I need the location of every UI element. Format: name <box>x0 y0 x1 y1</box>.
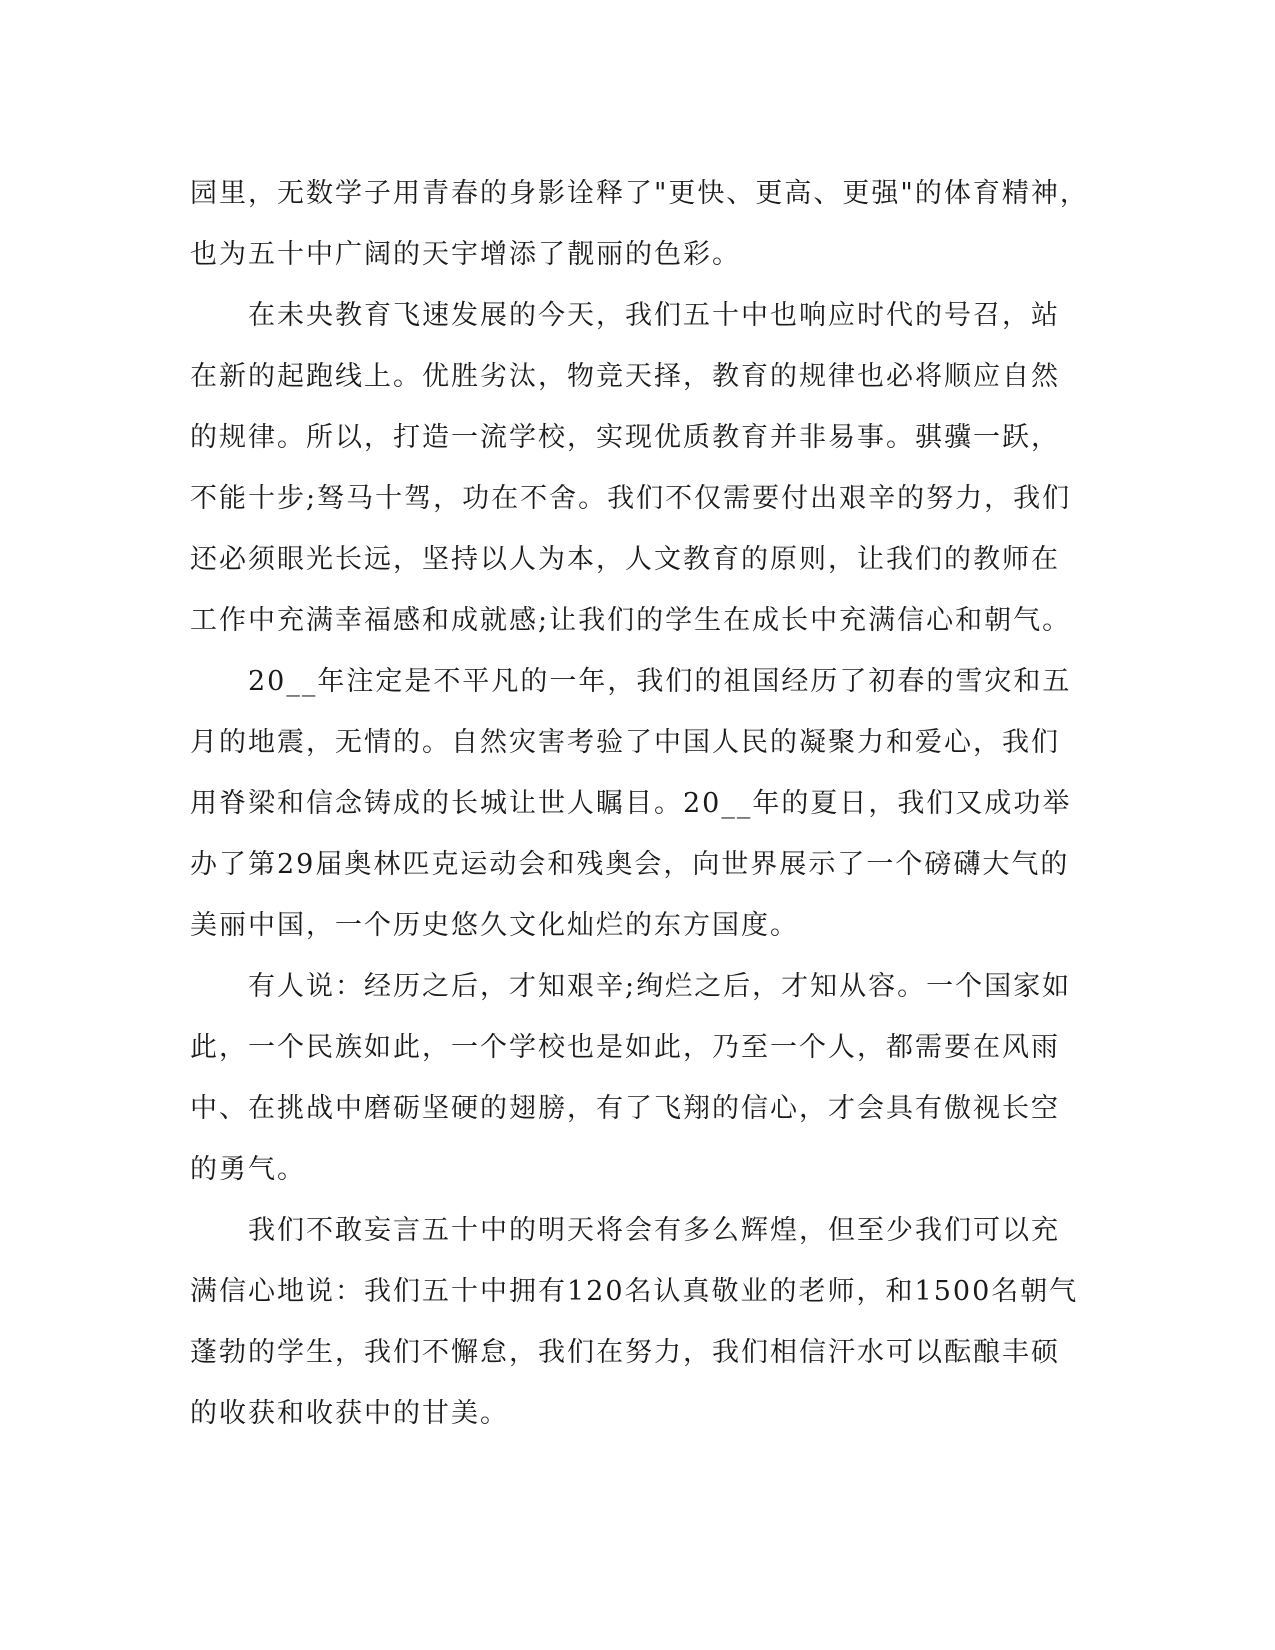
text-line: 工作中充满幸福感和成就感;让我们的学生在成长中充满信心和朝气。 <box>190 605 1072 636</box>
text-line: 蓬勃的学生，我们不懈怠，我们在努力，我们相信汗水可以酝酿丰硕 <box>190 1337 1060 1368</box>
document-body <box>190 163 1089 1444</box>
text-line: 此，一个民族如此，一个学校也是如此，乃至一个人，都需要在风雨 <box>190 1032 1060 1063</box>
text-line: 20__年注定是不平凡的一年，我们的祖国经历了初春的雪灾和五 <box>190 666 1072 697</box>
text-line: 园里，无数学子用青春的身影诠释了"更快、更高、更强"的体育精神， <box>190 178 1089 209</box>
text-line: 在新的起跑线上。优胜劣汰，物竞天择，教育的规律也必将顺应自然 <box>190 361 1060 392</box>
text-line: 我们不敢妄言五十中的明天将会有多么辉煌，但至少我们可以充 <box>190 1215 1060 1246</box>
text-line: 还必须眼光长远，坚持以人为本，人文教育的原则，让我们的教师在 <box>190 544 1060 575</box>
text-line: 的收获和收获中的甘美。 <box>190 1398 509 1429</box>
text-line: 在未央教育飞速发展的今天，我们五十中也响应时代的号召，站 <box>190 300 1060 331</box>
text-line: 也为五十中广阔的天宇增添了靓丽的色彩。 <box>190 239 741 270</box>
text-line: 月的地震，无情的。自然灾害考验了中国人民的凝聚力和爱心，我们 <box>190 727 1060 758</box>
text-line: 有人说：经历之后，才知艰辛;绚烂之后，才知从容。一个国家如 <box>190 971 1072 1002</box>
text-line: 美丽中国，一个历史悠久文化灿烂的东方国度。 <box>190 910 799 941</box>
text-line: 的规律。所以，打造一流学校，实现优质教育并非易事。骐骥一跃， <box>190 422 1060 453</box>
text-line: 办了第29届奥林匹克运动会和残奥会，向世界展示了一个磅礴大气的 <box>190 849 1070 880</box>
text-line: 用脊梁和信念铸成的长城让世人瞩目。20__年的夏日，我们又成功举 <box>190 788 1072 819</box>
text-line: 不能十步;驽马十驾，功在不舍。我们不仅需要付出艰辛的努力，我们 <box>190 483 1072 514</box>
text-line: 的勇气。 <box>190 1154 306 1185</box>
text-line: 中、在挑战中磨砺坚硬的翅膀，有了飞翔的信心，才会具有傲视长空 <box>190 1093 1060 1124</box>
text-line: 满信心地说：我们五十中拥有120名认真敬业的老师，和1500名朝气 <box>190 1276 1079 1307</box>
